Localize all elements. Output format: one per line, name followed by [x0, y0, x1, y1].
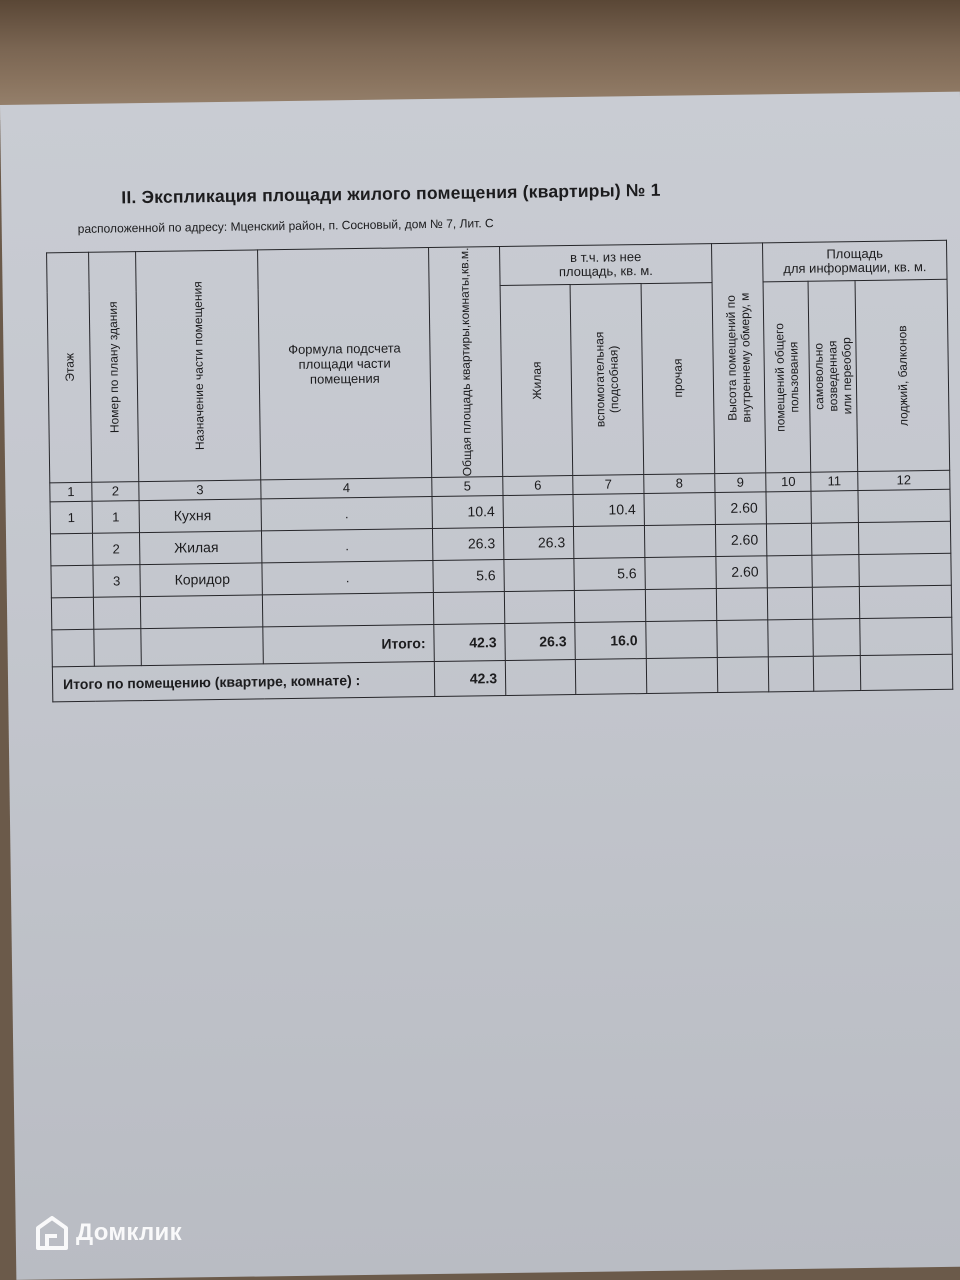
document-page: [0, 92, 960, 1280]
total-area-sum: 42.3: [434, 623, 506, 661]
cell-total-area: 26.3: [432, 527, 503, 560]
cell-empty: [645, 588, 716, 621]
column-number: 1: [50, 482, 92, 502]
cell-living-area: [504, 558, 574, 591]
cell-empty: [504, 590, 574, 623]
cell-empty: [574, 589, 645, 622]
column-number: 8: [644, 473, 715, 493]
cell-empty: [52, 629, 95, 667]
header-info-group: Площадь для информации, кв. м.: [763, 240, 948, 282]
column-number: 4: [261, 477, 432, 498]
cell-empty: [768, 619, 814, 657]
column-number: 11: [811, 471, 858, 491]
header-living: Жилая: [500, 285, 573, 477]
column-number: 5: [432, 476, 503, 496]
total-living-sum: 26.3: [505, 622, 576, 660]
cell-empty: [768, 656, 813, 692]
grand-total-label: Итого по помещению (квартире, комнате) :: [52, 661, 434, 701]
document-title: II. Экспликация площади жилого помещения (квартиры) № 1: [121, 179, 661, 208]
cell-empty: [860, 617, 953, 655]
cell-empty: [716, 588, 767, 621]
cell-room-name: Жилая: [139, 531, 261, 565]
cell-empty: [812, 554, 859, 587]
cell-empty: [262, 592, 433, 626]
watermark-brand: Домклик: [76, 1219, 182, 1246]
column-number: 6: [503, 475, 573, 495]
cell-empty: [811, 522, 858, 555]
total-label: Итого:: [263, 624, 434, 663]
cell-empty: [859, 585, 951, 618]
column-number: 3: [139, 480, 261, 501]
cell-room-name: Кухня: [139, 499, 261, 533]
header-plan-number: Номер по плану здания: [89, 252, 139, 482]
cell-empty: [575, 658, 646, 694]
cell-number: 1: [92, 500, 139, 533]
cell-empty: [766, 523, 811, 556]
cell-empty: [858, 521, 950, 554]
cell-empty: [505, 659, 575, 695]
cell-empty: [767, 587, 812, 620]
column-number: 12: [858, 470, 950, 490]
header-purpose: Назначение части помещения: [136, 250, 261, 481]
cell-empty: [51, 597, 93, 630]
cell-empty: [813, 618, 861, 656]
cell-empty: [766, 491, 811, 524]
cell-number: 2: [92, 532, 139, 565]
cell-floor: [50, 533, 92, 566]
header-unauthorized: самовольно возведенная или переобор: [808, 281, 858, 472]
cell-empty: [717, 620, 769, 658]
cell-formula: .: [261, 496, 432, 530]
header-loggias: лоджий, балконов: [855, 279, 950, 471]
header-total-area: Общая площадь квартиры,комнаты,кв.м.: [429, 247, 503, 478]
cell-height: 2.60: [715, 492, 766, 525]
total-aux-sum: 16.0: [575, 621, 647, 659]
cell-empty: [858, 489, 950, 522]
document-address: расположенной по адресу: Мценский район, п. Сосновый, дом № 7, Лит. С: [77, 216, 494, 236]
cell-floor: [51, 565, 93, 598]
cell-empty: [646, 657, 717, 693]
cell-empty: [140, 595, 262, 629]
column-number: 2: [92, 481, 139, 501]
cell-total-area: 5.6: [433, 559, 504, 592]
header-other: прочая: [641, 283, 715, 475]
cell-height: 2.60: [715, 524, 766, 557]
cell-aux-area: 5.6: [574, 557, 645, 590]
header-auxiliary: вспомогательная (подсобная): [570, 284, 644, 476]
cell-room-name: Коридор: [140, 563, 262, 597]
column-number: 7: [573, 474, 644, 494]
cell-empty: [646, 620, 718, 658]
cell-height: 2.60: [716, 556, 767, 589]
cell-empty: [811, 490, 858, 523]
column-number: 9: [715, 473, 766, 493]
header-floor: Этаж: [47, 252, 92, 482]
cell-other-area: [644, 492, 715, 525]
column-number: 10: [766, 472, 811, 492]
grand-total-value: 42.3: [434, 660, 505, 696]
house-logo-icon: [36, 1216, 68, 1250]
cell-other-area: [644, 524, 715, 557]
watermark-logo: [36, 1216, 182, 1250]
cell-empty: [141, 627, 264, 666]
cell-other-area: [645, 556, 716, 589]
cell-empty: [93, 596, 140, 629]
cell-living-area: [503, 494, 573, 527]
cell-empty: [813, 655, 860, 691]
cell-aux-area: 10.4: [573, 493, 644, 526]
cell-empty: [860, 654, 952, 690]
cell-empty: [94, 628, 142, 666]
header-incl-group: в т.ч. из нее площадь, кв. м.: [500, 244, 713, 286]
cell-formula: .: [262, 560, 433, 594]
cell-floor: 1: [50, 501, 92, 534]
header-formula: Формула подсчета площади части помещения: [258, 248, 432, 480]
cell-empty: [717, 657, 768, 693]
cell-empty: [812, 586, 859, 619]
explication-table: [46, 240, 953, 702]
cell-living-area: 26.3: [503, 526, 573, 559]
cell-total-area: 10.4: [432, 495, 503, 528]
header-common: помещений общего пользования: [763, 281, 811, 472]
header-height: Высота помещений по внутреннему обмеру, м: [712, 243, 766, 473]
cell-formula: .: [261, 528, 432, 562]
cell-empty: [859, 553, 951, 586]
cell-aux-area: [573, 525, 644, 558]
cell-empty: [433, 591, 504, 624]
cell-number: 3: [93, 564, 140, 597]
cell-empty: [767, 555, 812, 588]
